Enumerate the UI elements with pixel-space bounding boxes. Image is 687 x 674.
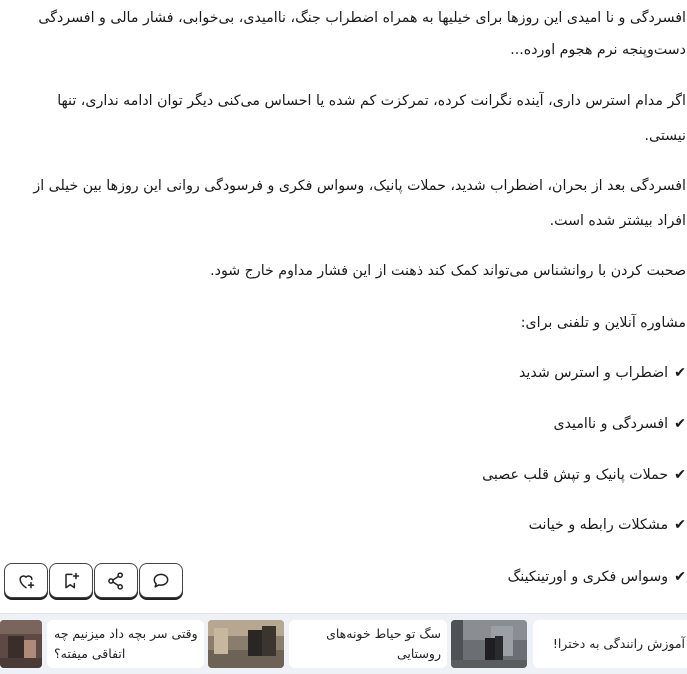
paragraph-line: افسردگی بعد از بحران، اضطراب شدید، حملات پانیک، وسواس فکری و فرسودگی روانی این روزها بین خیلی از (33, 178, 686, 194)
paragraph-line: افسردگی و نا امیدی این روزها برای خیلیها به همراه اضطراب جنگ، ناامیدی، بی‌خوابی، فشار مالی و افسردگی (38, 10, 686, 26)
checklist-item-label: افسردگی و ناامیدی (553, 416, 669, 432)
paragraph-line: افراد بیشتر شده است. (549, 213, 686, 229)
related-card[interactable] (533, 620, 687, 668)
checklist-item-label: اضطراب و استرس شدید (518, 365, 669, 381)
check-mark-icon: ✔ (674, 365, 686, 381)
post-actions (4, 563, 183, 598)
check-mark-icon: ✔ (674, 517, 686, 533)
related-card-title: آموزش رانندگی به دخترا! (552, 636, 685, 651)
related-posts-strip (0, 613, 687, 674)
related-card-thumbnail[interactable] (208, 620, 284, 668)
paragraph-line: نیستی. (644, 128, 686, 144)
check-mark-icon: ✔ (674, 467, 686, 483)
check-mark-icon: ✔ (674, 416, 686, 432)
paragraph-line: دست‌وپنجه نرم هجوم اورده... (510, 42, 686, 58)
related-card-thumbnail[interactable] (0, 620, 42, 668)
like-button[interactable] (4, 563, 48, 598)
checklist-item (482, 457, 686, 493)
related-card-title (54, 620, 200, 668)
comment-button[interactable] (139, 563, 183, 598)
checklist-item (508, 559, 686, 595)
paragraph-line: صحبت کردن با روانشناس می‌تواند کمک کند ذهنت از این فشار مداوم خارج شود. (210, 263, 686, 279)
check-mark-icon: ✔ (674, 569, 686, 585)
share-button[interactable] (94, 563, 138, 598)
related-card[interactable] (47, 620, 204, 668)
related-card-title-line: وقتی سر بچه داد میزنیم چه (54, 626, 198, 641)
bookmark-plus-icon (61, 571, 81, 591)
checklist-item-label: وسواس فکری و اورتینکینگ (507, 569, 669, 585)
related-card[interactable] (289, 620, 447, 668)
share-icon (106, 571, 126, 591)
comment-icon (151, 571, 171, 591)
related-card-thumbnail[interactable] (451, 620, 527, 668)
checklist-item-label: مشکلات رابطه و خیانت (528, 517, 669, 533)
checklist-item (519, 355, 686, 391)
paragraph-line: مشاوره آنلاین و تلفنی برای: (520, 315, 686, 331)
checklist-item (529, 507, 686, 543)
paragraph-line: اگر مدام استرس داری، آینده نگرانت کرده، تمرکزت کم شده یا احساس می‌کنی دیگر توان ادامه نداری، تنها (57, 93, 686, 109)
related-card-title: سگ تو حیاط خونه‌های روستایی (326, 626, 441, 661)
related-card-title-line: اتفاقی میفته؟ (54, 646, 126, 661)
checklist-item-label: حملات پانیک و تپش قلب عصبی (482, 467, 669, 483)
checklist-item (553, 406, 686, 442)
heart-plus-icon (16, 571, 36, 591)
save-button[interactable] (49, 563, 93, 598)
